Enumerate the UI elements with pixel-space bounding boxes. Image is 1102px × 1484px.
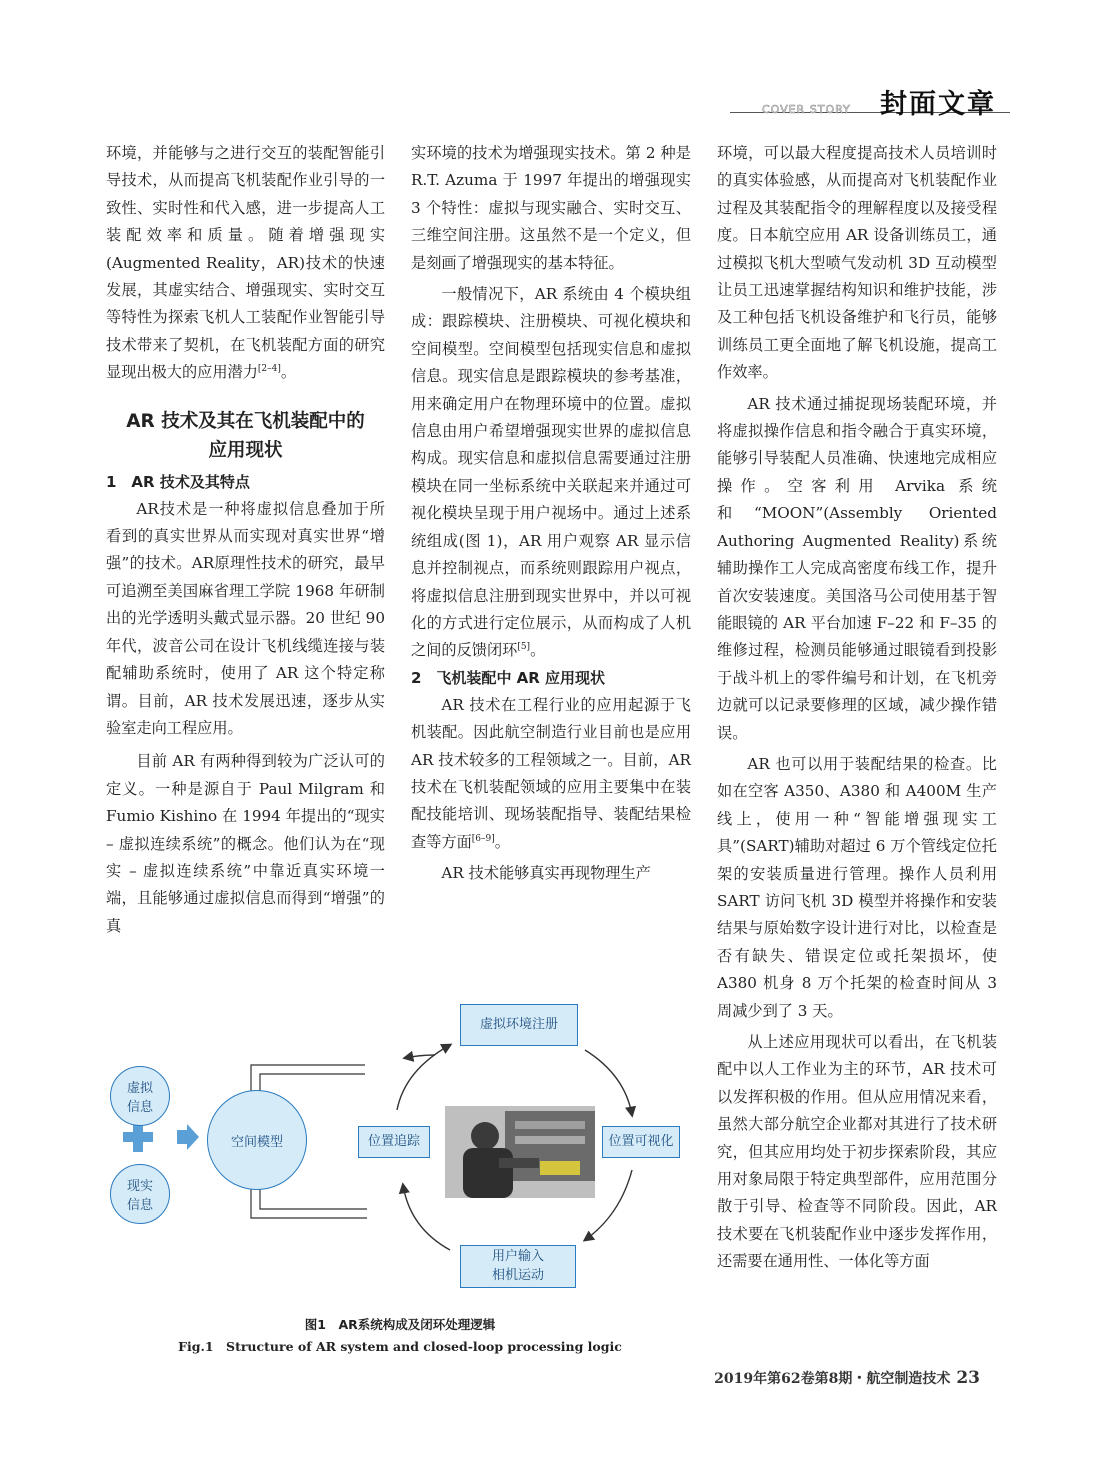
subsection-heading: 2 飞机装配中 AR 应用现状 (411, 668, 606, 687)
citation: [5] (517, 642, 531, 653)
citation: [6–9] (471, 833, 495, 844)
user-input-node: 用户输入 相机运动 (460, 1245, 576, 1288)
citation: [2–4] (257, 364, 281, 375)
visualization-node: 位置可视化 (602, 1126, 680, 1158)
tracking-node: 位置追踪 (358, 1126, 430, 1158)
figure-caption-en: Fig.1 Structure of AR system and closed-loop processing logic (178, 1339, 622, 1354)
paragraph: 实环境的技术为增强现实技术。第 2 种是 R.T. Azuma 于 1997 年提出的增强现实 3 个特性：虚拟与现实融合、实时交互、三维空间注册。这虽然不是一个定义，但是刻画了增强现实的基本特征。 (411, 144, 691, 272)
operator-photo-image (445, 1106, 595, 1198)
column-1 (106, 140, 385, 940)
paragraph: AR 技术能够真实再现物理生产 (441, 864, 651, 883)
paragraph: 从上述应用现状可以看出，在飞机装配中以人工作业为主的环节，AR 技术可以发挥积极的作用。但从应用情况来看，虽然大部分航空企业都对其进行了技术研究，但其应用均处于初步探索阶段，其应用对象局限于特定典型部件，应用范围分散于引导、检查等不同阶段。因此，AR 技术要在飞机装配作业中逐步发挥作用，还需要在通用性、一体化等方面 (717, 1033, 997, 1271)
ar-system-figure (105, 1000, 695, 1300)
paragraph: AR 也可以用于装配结果的检查。比如在空客 A350、A380 和 A400M 生产线上，使用一种“智能增强现实工具”(SART)辅助对超过 6 万个管线定位托架的安装质量进行管理。操作人员利用 SART 访问飞机 3D 模型并将操作和安装结果与原始数字设计进行对比，以检查是否有缺失、错误定位或托架损坏，使 A380 机身 8 万个托架的检查时间从 3 周减少到了 3 天。 (717, 754, 997, 1020)
virtual-info-node: 虚拟 信息 (110, 1066, 170, 1126)
paragraph: AR 技术在工程行业的应用起源于飞机装配。因此航空制造行业目前也是应用 AR 技术较多的工程领域之一。目前，AR 技术在飞机装配领域的应用主要集中在装配技能培训、现场装配指导、装配结果检查等方面[6–9]。 (411, 695, 691, 851)
operator-photo (445, 1106, 595, 1198)
paragraph: 环境，并能够与之进行交互的装配智能引导技术，从而提高飞机装配作业引导的一致性、实时性和代入感，进一步提高人工装配效率和质量。随着增强现实(Augmented Reality，AR)技术的快速发展，其虚实结合、增强现实、实时交互等特性为探索飞机人工装配作业智能引导技术带来了契机，在飞机装配方面的研究显现出极大的应用潜力[2–4]。 (106, 144, 385, 382)
section-heading: AR 技术及其在飞机装配中的应用现状 (126, 410, 365, 461)
page-footer (714, 1368, 980, 1388)
section-title-cn: 封面文章 (880, 89, 996, 120)
paragraph: AR技术是一种将虚拟信息叠加于所看到的真实世界从而实现对真实世界“增强”的技术。AR原理性技术的研究，最早可追溯至美国麻省理工学院 1968 年研制出的光学透明头戴式显示器。20 世纪 90 年代，波音公司在设计飞机线缆连接与装配辅助系统时，使用了 AR 这个特定称谓。目前，AR 技术发展迅速，逐步从实验室走向工程应用。 (106, 499, 385, 737)
figure-caption-cn: 图1 AR系统构成及闭环处理逻辑 (304, 1317, 496, 1332)
page-number: 23 (956, 1368, 980, 1388)
real-info-node: 现实 信息 (110, 1164, 170, 1224)
paragraph: 目前 AR 有两种得到较为广泛认可的定义。一种是源自于 Paul Milgram 和 Fumio Kishino 在 1994 年提出的“现实 – 虚拟连续系统”的概念。他们认为在“现实 – 虚拟连续系统”中靠近真实环境一端，且能够通过虚拟信息而得到“增强”的真 (106, 752, 385, 935)
paragraph: 环境，可以最大程度提高技术人员培训时的真实体验感，从而提高对飞机装配作业过程及其装配指令的理解程度以及接受程度。日本航空应用 AR 设备训练员工，通过模拟飞机大型喷气发动机 3D 互动模型让员工迅速掌握结构知识和维护技能，涉及工种包括飞机设备维护和飞行员，能够训练员工更全面地了解飞机设施，提高工作效率。 (717, 144, 997, 382)
cover-story-label: COVER STORY (762, 103, 851, 116)
paragraph: AR 技术通过捕捉现场装配环境，并将虚拟操作信息和指令融合于真实环境，能够引导装配人员准确、快速地完成相应操作。空客利用 Arvika 系统和“MOON”(Assembly Oriented Authoring Augmented Reality)系统辅助操作工人完成高密度布线工作，提升首次安装速度。美国洛马公司使用基于智能眼镜的 AR 平台加速 F–22 和 F–35 的维修过程，检测员能够通过眼镜看到投影于战斗机上的零件编号和计划，在飞机旁边就可以记录要修理的区域，减少操作错误。 (717, 394, 997, 742)
paragraph: 一般情况下，AR 系统由 4 个模块组成：跟踪模块、注册模块、可视化模块和空间模型。空间模型包括现实信息和虚拟信息。现实信息是跟踪模块的参考基准，用来确定用户在物理环境中的位置。虚拟信息由用户希望增强现实世界的虚拟信息构成。现实信息和虚拟信息需要通过注册模块在同一坐标系统中关联起来并通过可视化模块呈现于用户视场中。通过上述系统组成(图 1)，AR 用户观察 AR 显示信息并控制视点，而系统则跟踪用户视点，将虚拟信息注册到现实世界中，并以可视化的方式进行定位展示，从而构成了人机之间的反馈闭环[5]。 (411, 285, 691, 660)
space-model-node: 空间模型 (207, 1090, 307, 1190)
registration-node: 虚拟环境注册 (460, 1004, 578, 1046)
column-3 (717, 140, 997, 1276)
subsection-heading: 1 AR 技术及其特点 (106, 472, 250, 491)
journal-info: 2019年第62卷第8期・航空制造技术 (714, 1371, 951, 1387)
column-2 (411, 140, 691, 888)
